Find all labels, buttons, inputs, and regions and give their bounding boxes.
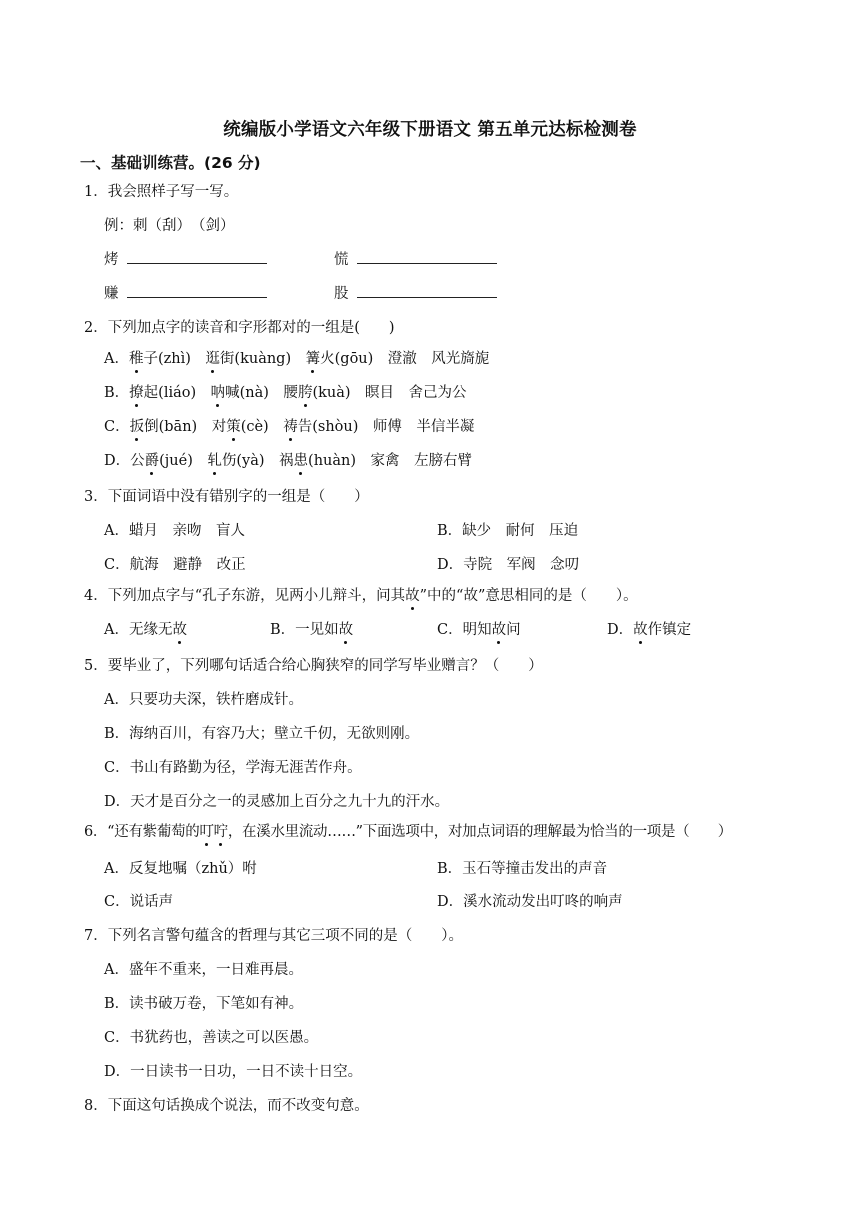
option-text: (kuà) 瞑目 舍己为公 (312, 385, 467, 401)
question-6-option-a[interactable]: A．反复地嘱（zhǔ）咐 (104, 861, 257, 877)
section-heading: 一、基础训练营。(26 分) (80, 154, 261, 172)
dotted-char: 胯 (298, 381, 313, 402)
option-label: A． (104, 351, 129, 367)
option-text: 伤(yà) 祸 (221, 453, 294, 469)
question-3-option-c[interactable]: C．航海 避静 改正 (104, 557, 246, 573)
question-1-char: 股 (334, 286, 349, 302)
option-text: (jué) (159, 453, 208, 469)
question-8-stem: 8．下面这句话换成个说法，而不改变句意。 (84, 1098, 369, 1114)
dotted-char: 叮 (199, 820, 213, 841)
dotted-char: 祷 (283, 415, 298, 436)
dotted-char: 咛 (214, 820, 228, 841)
question-6-option-d[interactable]: D．溪水流动发出叮咚的响声 (437, 894, 623, 910)
dotted-char: 逛 (205, 347, 220, 368)
question-7-option-d[interactable]: D．一日读书一日功，一日不读十日空。 (104, 1064, 363, 1080)
question-5-option-c[interactable]: C．书山有路勤为径，学海无涯苦作舟。 (104, 760, 362, 776)
dotted-char: 爵 (145, 449, 160, 470)
question-1-stem: 1．我会照样子写一写。 (84, 184, 239, 200)
option-text: 倒(bān) 对 (144, 419, 227, 435)
question-2-option-d[interactable] (104, 449, 472, 470)
answer-blank[interactable] (127, 285, 267, 298)
option-text: A．无缘无 (104, 622, 173, 638)
question-7-option-c[interactable]: C．书犹药也，善读之可以医愚。 (104, 1030, 319, 1046)
option-text: B．一见如 (270, 622, 339, 638)
answer-blank[interactable] (357, 251, 497, 264)
question-7-option-b[interactable]: B．读书破万卷，下笔如有神。 (104, 996, 304, 1012)
question-1-item (334, 248, 497, 269)
question-5-option-b[interactable]: B．海纳百川，有容乃大；壁立千仞，无欲则刚。 (104, 726, 420, 742)
question-4-option-c[interactable] (437, 618, 521, 639)
option-text: 火(gōu) 澄澈 风光旖旎 (320, 351, 490, 367)
option-text: 子(zhì) (143, 351, 206, 367)
question-1-item (334, 282, 497, 303)
page-title: 统编版小学语文六年级下册语文 第五单元达标检测卷 (223, 120, 637, 140)
dotted-char: 篝 (306, 347, 321, 368)
option-label: C． (104, 419, 130, 435)
stem-text: 6．“还有紫葡萄的 (84, 824, 200, 840)
option-text: C．明知 (437, 622, 492, 638)
question-2-stem: 2．下列加点字的读音和字形都对的一组是( ) (84, 320, 395, 336)
dotted-char: 故 (172, 618, 187, 639)
question-1-char: 慌 (334, 252, 349, 268)
option-label: B． (104, 385, 130, 401)
dotted-char: 故 (492, 618, 507, 639)
question-3-stem: 3．下面词语中没有错别字的一组是（ ） (84, 489, 369, 505)
question-5-option-a[interactable]: A．只要功夫深，铁杵磨成针。 (104, 692, 303, 708)
stem-text: ，在溪水里流动……”下面选项中，对加点词语的理解最为恰当的一项是（ ） (227, 824, 732, 840)
stem-text: ”中的“故”意思相同的是（ ）。 (419, 588, 638, 604)
answer-blank[interactable] (357, 285, 497, 298)
dotted-char: 撩 (129, 381, 144, 402)
dotted-char: 呐 (211, 381, 226, 402)
option-text: 问 (506, 622, 521, 638)
option-text: (huàn) 家禽 左膀右臂 (308, 453, 473, 469)
option-text: 起(liáo) (143, 385, 211, 401)
option-text: 作镇定 (647, 622, 692, 638)
option-text: 喊(nà) 腰 (225, 385, 298, 401)
question-3-option-b[interactable]: B．缺少 耐何 压迫 (437, 523, 579, 539)
question-7-stem: 7．下列名言警句蕴含的哲理与其它三项不同的是（ ）。 (84, 928, 463, 944)
question-6-stem (84, 820, 732, 841)
dotted-char: 轧 (207, 449, 222, 470)
dotted-char: 故 (405, 584, 420, 605)
question-6-option-c[interactable]: C．说话声 (104, 894, 174, 910)
option-text: 告(shòu) 师傅 半信半凝 (297, 419, 475, 435)
question-1-char: 赚 (104, 286, 119, 302)
question-3-option-a[interactable]: A．蜡月 亲吻 盲人 (104, 523, 245, 539)
question-4-option-a[interactable] (104, 618, 187, 639)
dotted-char: 稚 (129, 347, 144, 368)
option-text: D． (607, 622, 634, 638)
question-2-option-b[interactable] (104, 381, 467, 402)
question-5-option-d[interactable]: D．天才是百分之一的灵感加上百分之九十九的汗水。 (104, 794, 450, 810)
dotted-char: 故 (633, 618, 648, 639)
dotted-char: 策 (226, 415, 241, 436)
option-text: (cè) (240, 419, 284, 435)
question-1-example: 例：刺（刮） （剑） (104, 218, 235, 234)
question-6-option-b[interactable]: B．玉石等撞击发出的声音 (437, 861, 608, 877)
question-4-stem (84, 584, 638, 605)
option-label: D． (104, 453, 131, 469)
question-1-item (104, 248, 267, 269)
option-text: 街(kuàng) (219, 351, 306, 367)
answer-blank[interactable] (127, 251, 267, 264)
dotted-char: 扳 (130, 415, 145, 436)
dotted-char: 患 (294, 449, 309, 470)
question-1-item (104, 282, 267, 303)
question-5-stem: 5．要毕业了，下列哪句话适合给心胸狭窄的同学写毕业赠言？（ ） (84, 658, 543, 674)
question-7-option-a[interactable]: A．盛年不重来，一日难再晨。 (104, 962, 303, 978)
question-4-option-b[interactable] (270, 618, 353, 639)
question-1-char: 烤 (104, 252, 119, 268)
dotted-char: 故 (339, 618, 354, 639)
option-text: 公 (130, 453, 145, 469)
question-2-option-a[interactable] (104, 347, 489, 368)
stem-text: 4．下列加点字与“孔子东游，见两小儿辩斗，问其 (84, 588, 406, 604)
question-2-option-c[interactable] (104, 415, 474, 436)
question-3-option-d[interactable]: D．寺院 军阀 念叨 (437, 557, 580, 573)
question-4-option-d[interactable] (607, 618, 691, 639)
